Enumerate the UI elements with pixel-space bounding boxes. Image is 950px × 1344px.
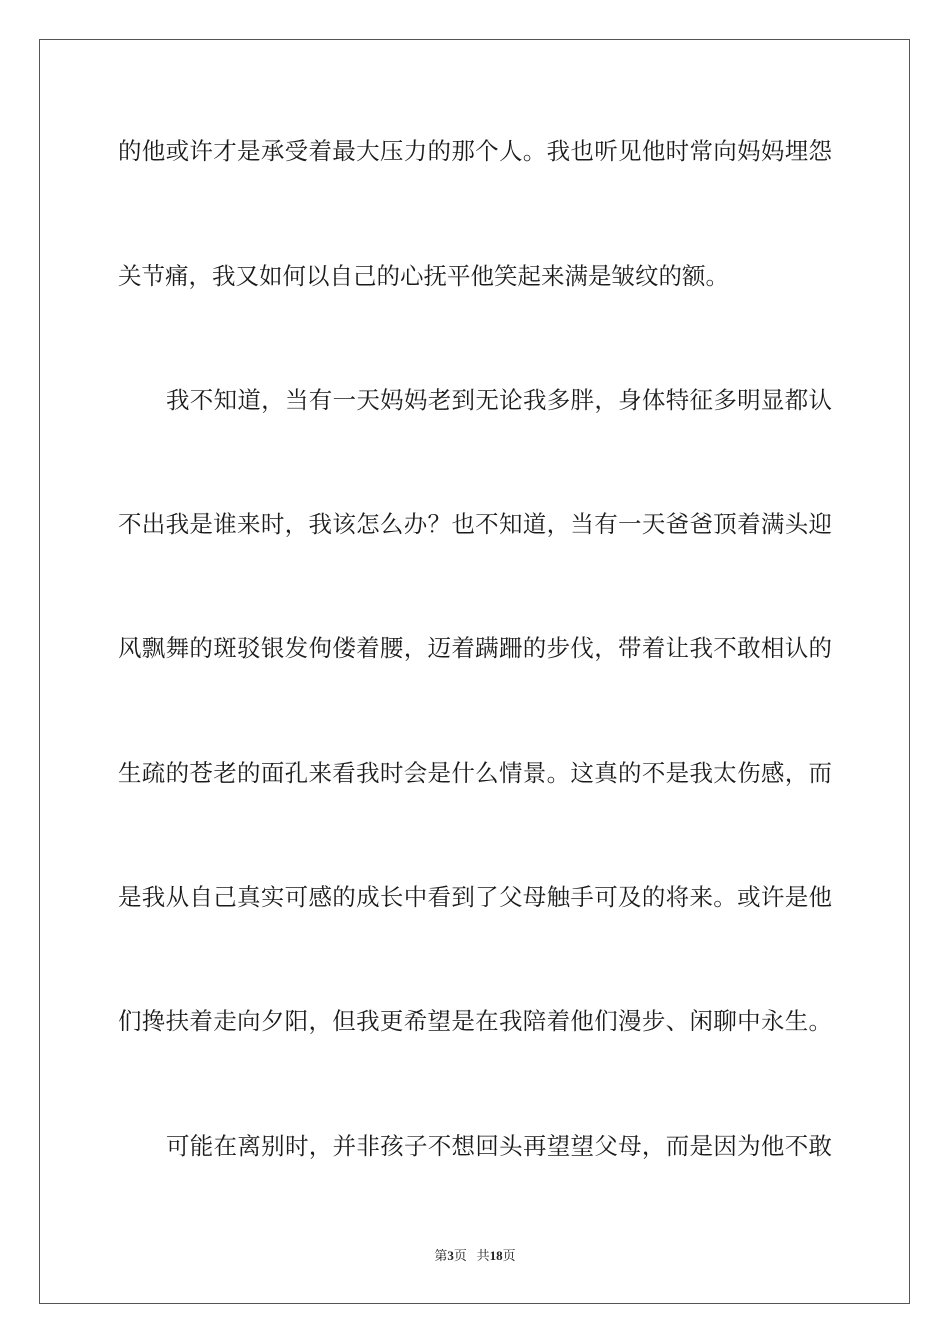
footer-total-prefix: 共 [476, 1248, 490, 1263]
body-text-line-9: 可能在离别时，并非孩子不想回头再望望父母，而是因为他不敢 [166, 1132, 832, 1160]
body-text-line-3: 我不知道，当有一天妈妈老到无论我多胖，身体特征多明显都认 [166, 386, 832, 414]
footer-page-number: 3 [447, 1248, 454, 1263]
page-footer [0, 1247, 950, 1265]
page-border [39, 39, 910, 1304]
body-text-line-1: 的他或许才是承受着最大压力的那个人。我也听见他时常向妈妈埋怨 [118, 137, 832, 165]
body-text-line-5: 风飘舞的斑驳银发佝偻着腰，迈着蹒跚的步伐，带着让我不敢相认的 [118, 634, 832, 662]
body-text-line-8: 们搀扶着走向夕阳，但我更希望是在我陪着他们漫步、闲聊中永生。 [118, 1007, 832, 1035]
footer-total-suffix: 页 [502, 1248, 516, 1263]
footer-page-suffix: 页 [453, 1248, 467, 1263]
body-text-line-7: 是我从自己真实可感的成长中看到了父母触手可及的将来。或许是他 [118, 883, 832, 911]
footer-page-prefix: 第 [434, 1248, 448, 1263]
body-text-line-6: 生疏的苍老的面孔来看我时会是什么情景。这真的不是我太伤感，而 [118, 759, 832, 787]
footer-total-pages: 18 [489, 1248, 503, 1263]
body-text-line-2: 关节痛，我又如何以自己的心抚平他笑起来满是皱纹的额。 [118, 262, 729, 290]
body-text-line-4: 不出我是谁来时，我该怎么办？也不知道，当有一天爸爸顶着满头迎 [118, 510, 832, 538]
